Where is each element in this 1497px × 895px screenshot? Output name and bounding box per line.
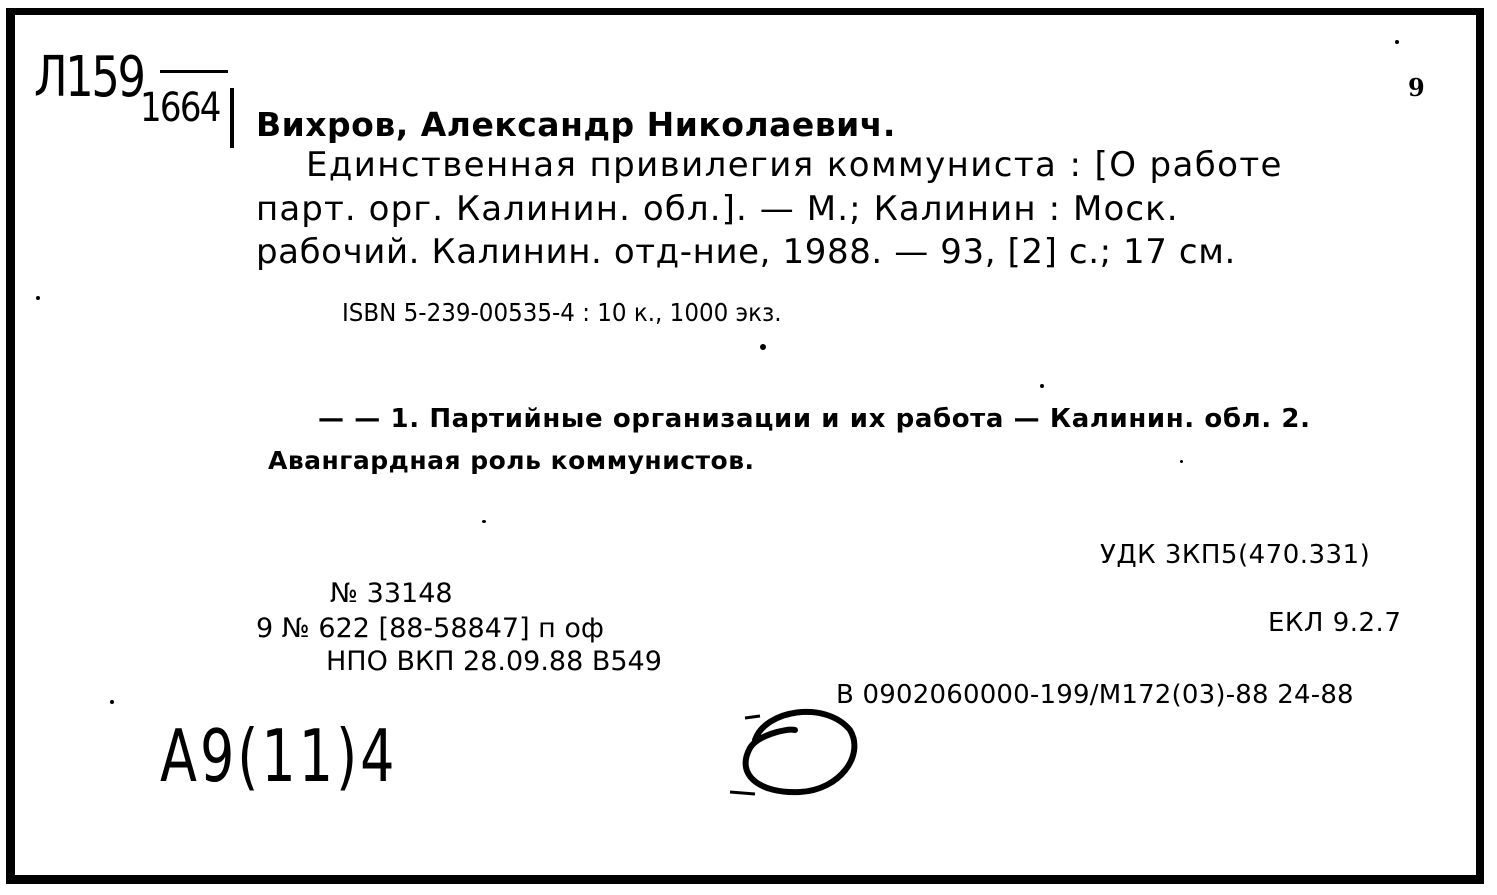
handwritten-bottom-code: А9(11)4	[160, 714, 398, 798]
publication-code: В 0902060000-199/М172(03)-88 24-88	[836, 680, 1354, 710]
speck	[1395, 40, 1399, 44]
title-line-1: Единственная привилегия коммуниста : [О работе	[306, 145, 1283, 185]
handwritten-shelf-mark: Л159	[34, 45, 144, 110]
speck	[1480, 765, 1484, 769]
title-line-3: рабочий. Калинин. отд-ние, 1988. — 93, [2] с.; 17 см.	[256, 232, 1236, 272]
npo-line: НПО ВКП 28.09.88 В549	[326, 646, 662, 677]
page-number: 9	[1408, 73, 1425, 102]
speck	[760, 344, 766, 350]
author-heading: Вихров, Александр Николаевич.	[256, 105, 896, 144]
speck	[36, 296, 40, 300]
handwritten-overline	[160, 70, 228, 73]
speck	[1040, 384, 1044, 388]
hand-drawn-circle-icon	[725, 700, 865, 810]
card-number: № 33148	[330, 578, 453, 609]
speck	[110, 700, 114, 704]
handwritten-shelf-number: 1664	[140, 85, 220, 131]
isbn-line: ISBN 5-239-00535-4 : 10 к., 1000 экз.	[342, 298, 782, 327]
udk-code: УДК 3КП5(470.331)	[1100, 540, 1371, 570]
speck	[1180, 460, 1183, 463]
subjects-line-1: — — 1. Партийные организации и их работа — Калинин. обл. 2.	[318, 404, 1311, 434]
speck	[482, 520, 486, 523]
handwritten-bar	[230, 88, 234, 148]
order-line: 9 № 622 [88-58847] п оф	[256, 613, 605, 644]
subjects-line-2: Авангардная роль коммунистов.	[268, 446, 755, 475]
title-line-2: парт. орг. Калинин. обл.]. — М.; Калинин : Моск.	[256, 189, 1179, 229]
ekl-code: ЕКЛ 9.2.7	[1268, 608, 1402, 638]
